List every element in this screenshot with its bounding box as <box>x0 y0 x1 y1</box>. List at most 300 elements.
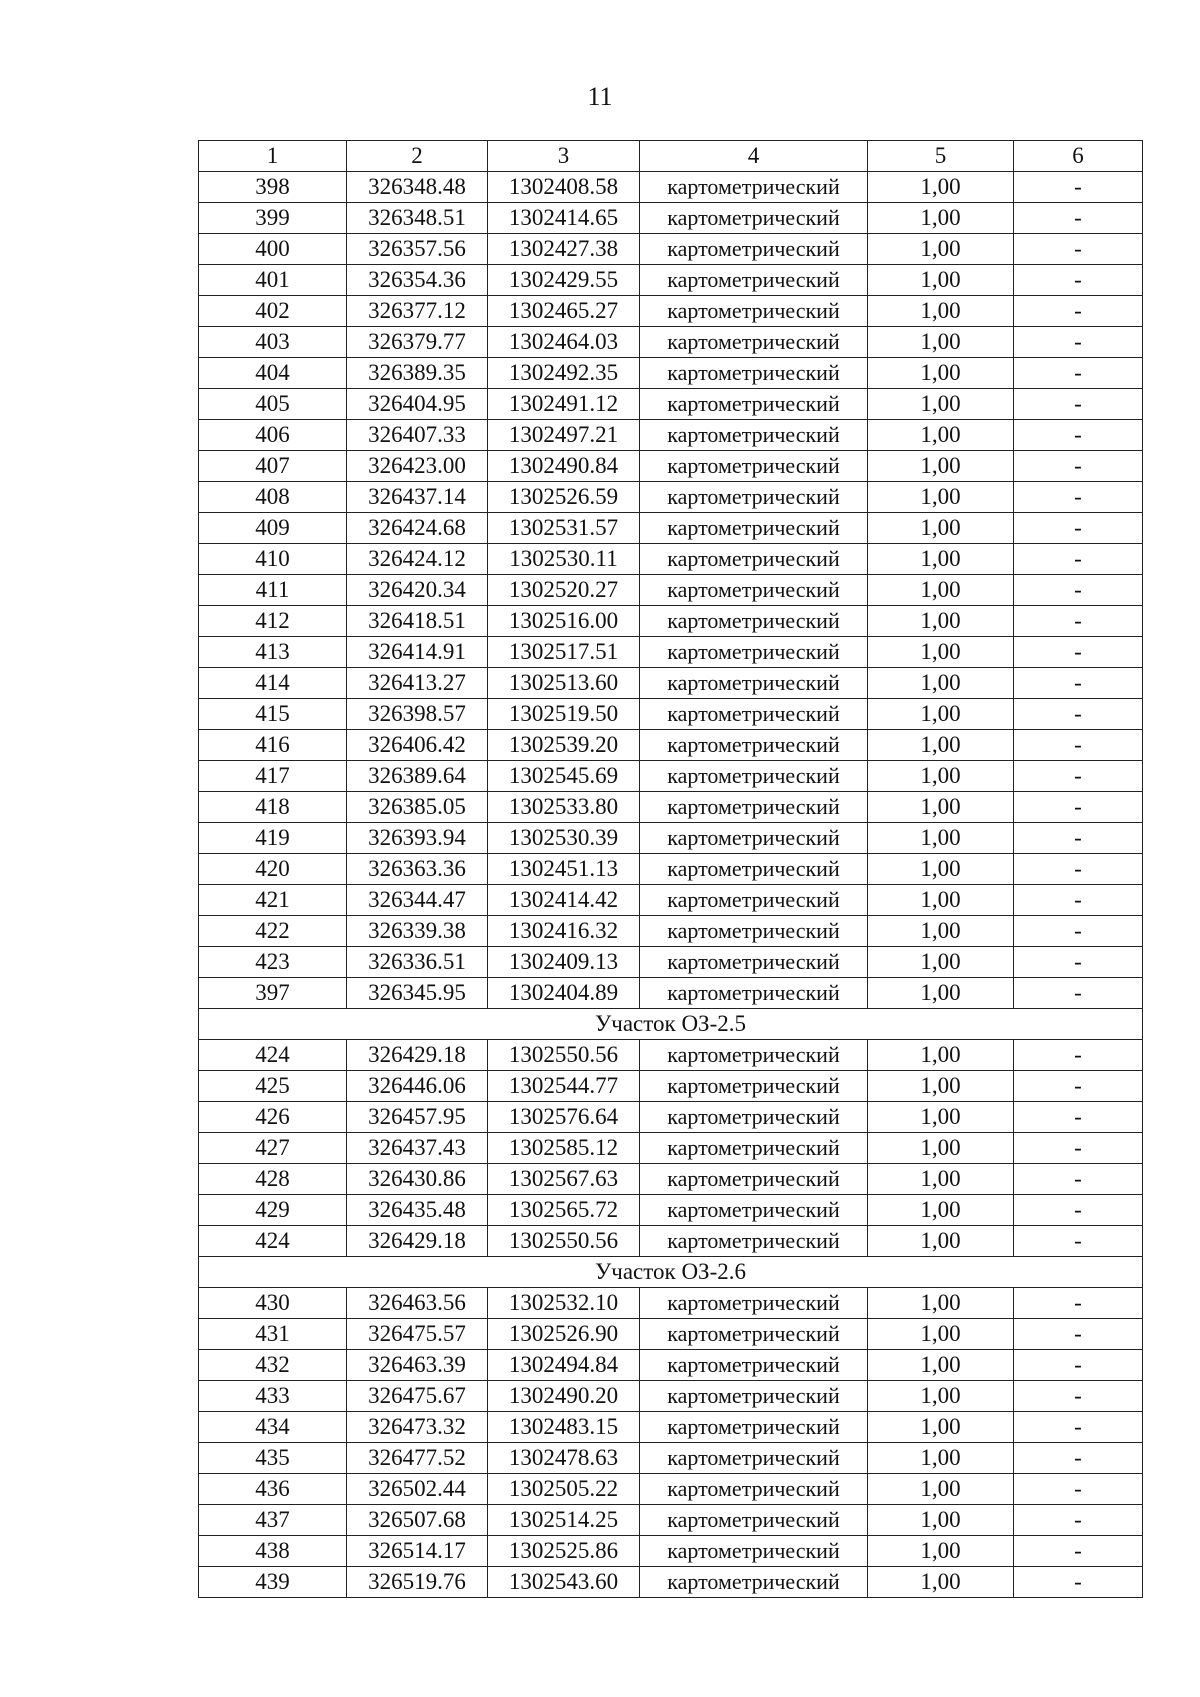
method-cell: картометрический <box>640 296 868 327</box>
table-row <box>199 513 1143 544</box>
description-cell: - <box>1014 730 1143 761</box>
description-cell: - <box>1014 389 1143 420</box>
point-number-cell: 412 <box>199 606 347 637</box>
method-cell: картометрический <box>640 637 868 668</box>
accuracy-cell: 1,00 <box>868 1195 1014 1226</box>
method-cell: картометрический <box>640 1567 868 1598</box>
y-coordinate-cell: 1302414.65 <box>488 203 640 234</box>
y-coordinate-cell: 1302416.32 <box>488 916 640 947</box>
x-coordinate-cell: 326389.64 <box>347 761 488 792</box>
point-number-cell: 417 <box>199 761 347 792</box>
description-cell: - <box>1014 637 1143 668</box>
y-coordinate-cell: 1302505.22 <box>488 1474 640 1505</box>
description-cell: - <box>1014 885 1143 916</box>
method-cell: картометрический <box>640 1226 868 1257</box>
x-coordinate-cell: 326423.00 <box>347 451 488 482</box>
method-cell: картометрический <box>640 885 868 916</box>
method-cell: картометрический <box>640 761 868 792</box>
description-cell: - <box>1014 482 1143 513</box>
description-cell: - <box>1014 916 1143 947</box>
table-row <box>199 1071 1143 1102</box>
table-row <box>199 823 1143 854</box>
y-coordinate-cell: 1302483.15 <box>488 1412 640 1443</box>
y-coordinate-cell: 1302539.20 <box>488 730 640 761</box>
y-coordinate-cell: 1302478.63 <box>488 1443 640 1474</box>
x-coordinate-cell: 326413.27 <box>347 668 488 699</box>
table-row <box>199 1567 1143 1598</box>
table-row <box>199 1412 1143 1443</box>
accuracy-cell: 1,00 <box>868 544 1014 575</box>
accuracy-cell: 1,00 <box>868 389 1014 420</box>
accuracy-cell: 1,00 <box>868 916 1014 947</box>
point-number-cell: 410 <box>199 544 347 575</box>
accuracy-cell: 1,00 <box>868 606 1014 637</box>
x-coordinate-cell: 326363.36 <box>347 854 488 885</box>
description-cell: - <box>1014 1164 1143 1195</box>
description-cell: - <box>1014 823 1143 854</box>
x-coordinate-cell: 326473.32 <box>347 1412 488 1443</box>
y-coordinate-cell: 1302565.72 <box>488 1195 640 1226</box>
y-coordinate-cell: 1302517.51 <box>488 637 640 668</box>
y-coordinate-cell: 1302491.12 <box>488 389 640 420</box>
x-coordinate-cell: 326519.76 <box>347 1567 488 1598</box>
x-coordinate-cell: 326398.57 <box>347 699 488 730</box>
accuracy-cell: 1,00 <box>868 885 1014 916</box>
method-cell: картометрический <box>640 1102 868 1133</box>
x-coordinate-cell: 326407.33 <box>347 420 488 451</box>
description-cell: - <box>1014 172 1143 203</box>
x-coordinate-cell: 326429.18 <box>347 1226 488 1257</box>
y-coordinate-cell: 1302530.11 <box>488 544 640 575</box>
description-cell: - <box>1014 575 1143 606</box>
point-number-cell: 401 <box>199 265 347 296</box>
point-number-cell: 430 <box>199 1288 347 1319</box>
method-cell: картометрический <box>640 327 868 358</box>
description-cell: - <box>1014 1226 1143 1257</box>
accuracy-cell: 1,00 <box>868 358 1014 389</box>
accuracy-cell: 1,00 <box>868 575 1014 606</box>
method-cell: картометрический <box>640 1164 868 1195</box>
x-coordinate-cell: 326389.35 <box>347 358 488 389</box>
method-cell: картометрический <box>640 1319 868 1350</box>
x-coordinate-cell: 326507.68 <box>347 1505 488 1536</box>
table-row <box>199 792 1143 823</box>
x-coordinate-cell: 326457.95 <box>347 1102 488 1133</box>
point-number-cell: 404 <box>199 358 347 389</box>
accuracy-cell: 1,00 <box>868 451 1014 482</box>
table-row <box>199 1133 1143 1164</box>
method-cell: картометрический <box>640 1536 868 1567</box>
accuracy-cell: 1,00 <box>868 1536 1014 1567</box>
method-cell: картометрический <box>640 823 868 854</box>
table-row <box>199 296 1143 327</box>
method-cell: картометрический <box>640 575 868 606</box>
description-cell: - <box>1014 1288 1143 1319</box>
table-row <box>199 172 1143 203</box>
table-row <box>199 1505 1143 1536</box>
method-cell: картометрический <box>640 513 868 544</box>
page-number: 11 <box>587 82 613 111</box>
accuracy-cell: 1,00 <box>868 482 1014 513</box>
header-cell: 2 <box>347 141 488 172</box>
method-cell: картометрический <box>640 1350 868 1381</box>
x-coordinate-cell: 326406.42 <box>347 730 488 761</box>
point-number-cell: 400 <box>199 234 347 265</box>
x-coordinate-cell: 326357.56 <box>347 234 488 265</box>
x-coordinate-cell: 326437.14 <box>347 482 488 513</box>
y-coordinate-cell: 1302544.77 <box>488 1071 640 1102</box>
y-coordinate-cell: 1302513.60 <box>488 668 640 699</box>
accuracy-cell: 1,00 <box>868 420 1014 451</box>
x-coordinate-cell: 326414.91 <box>347 637 488 668</box>
table-row <box>199 1443 1143 1474</box>
x-coordinate-cell: 326418.51 <box>347 606 488 637</box>
description-cell: - <box>1014 978 1143 1009</box>
accuracy-cell: 1,00 <box>868 1474 1014 1505</box>
point-number-cell: 422 <box>199 916 347 947</box>
point-number-cell: 436 <box>199 1474 347 1505</box>
description-cell: - <box>1014 1443 1143 1474</box>
y-coordinate-cell: 1302494.84 <box>488 1350 640 1381</box>
description-cell: - <box>1014 451 1143 482</box>
description-cell: - <box>1014 1505 1143 1536</box>
y-coordinate-cell: 1302530.39 <box>488 823 640 854</box>
accuracy-cell: 1,00 <box>868 792 1014 823</box>
point-number-cell: 397 <box>199 978 347 1009</box>
y-coordinate-cell: 1302490.20 <box>488 1381 640 1412</box>
method-cell: картометрический <box>640 1505 868 1536</box>
point-number-cell: 411 <box>199 575 347 606</box>
y-coordinate-cell: 1302525.86 <box>488 1536 640 1567</box>
section-title-row <box>199 1257 1143 1288</box>
table-body <box>199 141 1143 1598</box>
y-coordinate-cell: 1302585.12 <box>488 1133 640 1164</box>
accuracy-cell: 1,00 <box>868 203 1014 234</box>
y-coordinate-cell: 1302550.56 <box>488 1040 640 1071</box>
table-row <box>199 606 1143 637</box>
point-number-cell: 414 <box>199 668 347 699</box>
y-coordinate-cell: 1302519.50 <box>488 699 640 730</box>
point-number-cell: 420 <box>199 854 347 885</box>
y-coordinate-cell: 1302451.13 <box>488 854 640 885</box>
table-row <box>199 947 1143 978</box>
accuracy-cell: 1,00 <box>868 1071 1014 1102</box>
method-cell: картометрический <box>640 792 868 823</box>
point-number-cell: 425 <box>199 1071 347 1102</box>
y-coordinate-cell: 1302516.00 <box>488 606 640 637</box>
method-cell: картометрический <box>640 389 868 420</box>
accuracy-cell: 1,00 <box>868 327 1014 358</box>
point-number-cell: 403 <box>199 327 347 358</box>
x-coordinate-cell: 326385.05 <box>347 792 488 823</box>
accuracy-cell: 1,00 <box>868 637 1014 668</box>
point-number-cell: 435 <box>199 1443 347 1474</box>
method-cell: картометрический <box>640 358 868 389</box>
table-row <box>199 575 1143 606</box>
description-cell: - <box>1014 1381 1143 1412</box>
x-coordinate-cell: 326393.94 <box>347 823 488 854</box>
accuracy-cell: 1,00 <box>868 1102 1014 1133</box>
y-coordinate-cell: 1302492.35 <box>488 358 640 389</box>
table-row <box>199 389 1143 420</box>
table-row <box>199 1381 1143 1412</box>
point-number-cell: 433 <box>199 1381 347 1412</box>
description-cell: - <box>1014 420 1143 451</box>
method-cell: картометрический <box>640 1412 868 1443</box>
method-cell: картометрический <box>640 544 868 575</box>
table-row <box>199 916 1143 947</box>
description-cell: - <box>1014 544 1143 575</box>
y-coordinate-cell: 1302533.80 <box>488 792 640 823</box>
x-coordinate-cell: 326377.12 <box>347 296 488 327</box>
y-coordinate-cell: 1302404.89 <box>488 978 640 1009</box>
method-cell: картометрический <box>640 1133 868 1164</box>
table-row <box>199 761 1143 792</box>
description-cell: - <box>1014 1040 1143 1071</box>
table-row <box>199 358 1143 389</box>
method-cell: картометрический <box>640 1381 868 1412</box>
header-row <box>199 141 1143 172</box>
table-row <box>199 1102 1143 1133</box>
description-cell: - <box>1014 1133 1143 1164</box>
accuracy-cell: 1,00 <box>868 1443 1014 1474</box>
y-coordinate-cell: 1302490.84 <box>488 451 640 482</box>
accuracy-cell: 1,00 <box>868 1567 1014 1598</box>
x-coordinate-cell: 326475.57 <box>347 1319 488 1350</box>
accuracy-cell: 1,00 <box>868 854 1014 885</box>
point-number-cell: 438 <box>199 1536 347 1567</box>
method-cell: картометрический <box>640 172 868 203</box>
x-coordinate-cell: 326354.36 <box>347 265 488 296</box>
accuracy-cell: 1,00 <box>868 265 1014 296</box>
y-coordinate-cell: 1302497.21 <box>488 420 640 451</box>
method-cell: картометрический <box>640 606 868 637</box>
accuracy-cell: 1,00 <box>868 1226 1014 1257</box>
method-cell: картометрический <box>640 916 868 947</box>
description-cell: - <box>1014 1412 1143 1443</box>
section-title: Участок ОЗ-2.6 <box>199 1257 1143 1288</box>
description-cell: - <box>1014 947 1143 978</box>
accuracy-cell: 1,00 <box>868 1350 1014 1381</box>
method-cell: картометрический <box>640 1474 868 1505</box>
accuracy-cell: 1,00 <box>868 172 1014 203</box>
y-coordinate-cell: 1302414.42 <box>488 885 640 916</box>
point-number-cell: 424 <box>199 1226 347 1257</box>
x-coordinate-cell: 326435.48 <box>347 1195 488 1226</box>
x-coordinate-cell: 326339.38 <box>347 916 488 947</box>
x-coordinate-cell: 326463.56 <box>347 1288 488 1319</box>
accuracy-cell: 1,00 <box>868 1319 1014 1350</box>
y-coordinate-cell: 1302550.56 <box>488 1226 640 1257</box>
accuracy-cell: 1,00 <box>868 1133 1014 1164</box>
point-number-cell: 423 <box>199 947 347 978</box>
method-cell: картометрический <box>640 1288 868 1319</box>
header-cell: 5 <box>868 141 1014 172</box>
description-cell: - <box>1014 761 1143 792</box>
description-cell: - <box>1014 668 1143 699</box>
accuracy-cell: 1,00 <box>868 761 1014 792</box>
accuracy-cell: 1,00 <box>868 1412 1014 1443</box>
x-coordinate-cell: 326348.51 <box>347 203 488 234</box>
y-coordinate-cell: 1302543.60 <box>488 1567 640 1598</box>
description-cell: - <box>1014 792 1143 823</box>
section-title: Участок ОЗ-2.5 <box>199 1009 1143 1040</box>
table-row <box>199 451 1143 482</box>
x-coordinate-cell: 326502.44 <box>347 1474 488 1505</box>
table-row <box>199 885 1143 916</box>
description-cell: - <box>1014 1195 1143 1226</box>
coordinates-table <box>198 140 1143 1598</box>
point-number-cell: 434 <box>199 1412 347 1443</box>
point-number-cell: 413 <box>199 637 347 668</box>
method-cell: картометрический <box>640 451 868 482</box>
description-cell: - <box>1014 1350 1143 1381</box>
description-cell: - <box>1014 699 1143 730</box>
description-cell: - <box>1014 234 1143 265</box>
table-row <box>199 1195 1143 1226</box>
method-cell: картометрический <box>640 234 868 265</box>
method-cell: картометрический <box>640 482 868 513</box>
accuracy-cell: 1,00 <box>868 823 1014 854</box>
y-coordinate-cell: 1302465.27 <box>488 296 640 327</box>
x-coordinate-cell: 326514.17 <box>347 1536 488 1567</box>
x-coordinate-cell: 326430.86 <box>347 1164 488 1195</box>
description-cell: - <box>1014 854 1143 885</box>
table-row <box>199 482 1143 513</box>
x-coordinate-cell: 326477.52 <box>347 1443 488 1474</box>
x-coordinate-cell: 326475.67 <box>347 1381 488 1412</box>
point-number-cell: 399 <box>199 203 347 234</box>
table-row <box>199 1474 1143 1505</box>
y-coordinate-cell: 1302427.38 <box>488 234 640 265</box>
point-number-cell: 424 <box>199 1040 347 1071</box>
point-number-cell: 406 <box>199 420 347 451</box>
table-row <box>199 203 1143 234</box>
description-cell: - <box>1014 1567 1143 1598</box>
x-coordinate-cell: 326344.47 <box>347 885 488 916</box>
point-number-cell: 409 <box>199 513 347 544</box>
description-cell: - <box>1014 1071 1143 1102</box>
x-coordinate-cell: 326437.43 <box>347 1133 488 1164</box>
point-number-cell: 431 <box>199 1319 347 1350</box>
y-coordinate-cell: 1302532.10 <box>488 1288 640 1319</box>
point-number-cell: 428 <box>199 1164 347 1195</box>
description-cell: - <box>1014 1474 1143 1505</box>
table-row <box>199 265 1143 296</box>
accuracy-cell: 1,00 <box>868 1040 1014 1071</box>
method-cell: картометрический <box>640 1443 868 1474</box>
point-number-cell: 427 <box>199 1133 347 1164</box>
accuracy-cell: 1,00 <box>868 947 1014 978</box>
method-cell: картометрический <box>640 699 868 730</box>
table-row <box>199 978 1143 1009</box>
y-coordinate-cell: 1302408.58 <box>488 172 640 203</box>
description-cell: - <box>1014 1102 1143 1133</box>
table-row <box>199 1536 1143 1567</box>
x-coordinate-cell: 326404.95 <box>347 389 488 420</box>
x-coordinate-cell: 326336.51 <box>347 947 488 978</box>
point-number-cell: 419 <box>199 823 347 854</box>
description-cell: - <box>1014 358 1143 389</box>
x-coordinate-cell: 326463.39 <box>347 1350 488 1381</box>
y-coordinate-cell: 1302526.59 <box>488 482 640 513</box>
accuracy-cell: 1,00 <box>868 513 1014 544</box>
accuracy-cell: 1,00 <box>868 1381 1014 1412</box>
table-row <box>199 699 1143 730</box>
point-number-cell: 421 <box>199 885 347 916</box>
table-row <box>199 1164 1143 1195</box>
method-cell: картометрический <box>640 420 868 451</box>
accuracy-cell: 1,00 <box>868 296 1014 327</box>
method-cell: картометрический <box>640 947 868 978</box>
x-coordinate-cell: 326348.48 <box>347 172 488 203</box>
y-coordinate-cell: 1302429.55 <box>488 265 640 296</box>
method-cell: картометрический <box>640 854 868 885</box>
method-cell: картометрический <box>640 1195 868 1226</box>
table-row <box>199 420 1143 451</box>
y-coordinate-cell: 1302531.57 <box>488 513 640 544</box>
method-cell: картометрический <box>640 730 868 761</box>
x-coordinate-cell: 326446.06 <box>347 1071 488 1102</box>
point-number-cell: 432 <box>199 1350 347 1381</box>
point-number-cell: 437 <box>199 1505 347 1536</box>
table-row <box>199 234 1143 265</box>
method-cell: картометрический <box>640 668 868 699</box>
accuracy-cell: 1,00 <box>868 730 1014 761</box>
point-number-cell: 439 <box>199 1567 347 1598</box>
header-cell: 1 <box>199 141 347 172</box>
description-cell: - <box>1014 606 1143 637</box>
point-number-cell: 407 <box>199 451 347 482</box>
y-coordinate-cell: 1302545.69 <box>488 761 640 792</box>
x-coordinate-cell: 326429.18 <box>347 1040 488 1071</box>
y-coordinate-cell: 1302464.03 <box>488 327 640 358</box>
description-cell: - <box>1014 513 1143 544</box>
header-cell: 6 <box>1014 141 1143 172</box>
point-number-cell: 408 <box>199 482 347 513</box>
header-cell: 3 <box>488 141 640 172</box>
y-coordinate-cell: 1302514.25 <box>488 1505 640 1536</box>
header-cell: 4 <box>640 141 868 172</box>
point-number-cell: 415 <box>199 699 347 730</box>
description-cell: - <box>1014 203 1143 234</box>
accuracy-cell: 1,00 <box>868 1505 1014 1536</box>
accuracy-cell: 1,00 <box>868 978 1014 1009</box>
table-row <box>199 668 1143 699</box>
method-cell: картометрический <box>640 978 868 1009</box>
description-cell: - <box>1014 1536 1143 1567</box>
method-cell: картометрический <box>640 265 868 296</box>
table-row <box>199 1319 1143 1350</box>
description-cell: - <box>1014 265 1143 296</box>
point-number-cell: 398 <box>199 172 347 203</box>
section-title-row <box>199 1009 1143 1040</box>
method-cell: картометрический <box>640 203 868 234</box>
point-number-cell: 426 <box>199 1102 347 1133</box>
y-coordinate-cell: 1302576.64 <box>488 1102 640 1133</box>
x-coordinate-cell: 326345.95 <box>347 978 488 1009</box>
accuracy-cell: 1,00 <box>868 1288 1014 1319</box>
accuracy-cell: 1,00 <box>868 1164 1014 1195</box>
accuracy-cell: 1,00 <box>868 699 1014 730</box>
x-coordinate-cell: 326420.34 <box>347 575 488 606</box>
point-number-cell: 402 <box>199 296 347 327</box>
table-row <box>199 544 1143 575</box>
accuracy-cell: 1,00 <box>868 668 1014 699</box>
y-coordinate-cell: 1302567.63 <box>488 1164 640 1195</box>
method-cell: картометрический <box>640 1071 868 1102</box>
y-coordinate-cell: 1302520.27 <box>488 575 640 606</box>
